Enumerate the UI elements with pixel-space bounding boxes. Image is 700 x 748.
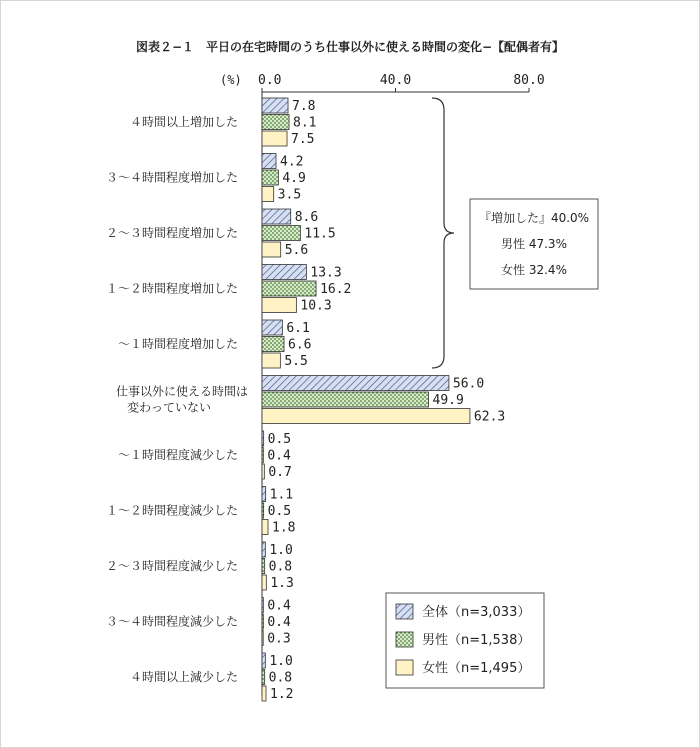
bar-male bbox=[262, 170, 278, 185]
category-label: ２～３時間程度増加した bbox=[105, 226, 238, 240]
category-label: ４時間以上増加した bbox=[129, 115, 238, 129]
bar-female bbox=[262, 686, 266, 701]
bar-male bbox=[262, 448, 263, 463]
data-label: 0.7 bbox=[268, 465, 292, 480]
data-label: 49.9 bbox=[432, 393, 464, 408]
annotation-text: 男性 47.3% bbox=[501, 237, 567, 251]
data-label: 16.2 bbox=[320, 282, 352, 297]
data-label: 10.3 bbox=[300, 298, 332, 314]
data-label: 13.3 bbox=[310, 265, 342, 281]
x-tick-label: 40.0 bbox=[379, 73, 412, 88]
bar-female bbox=[262, 187, 274, 202]
bar-male bbox=[262, 559, 265, 574]
data-label: 8.1 bbox=[293, 115, 317, 131]
data-label: 8.6 bbox=[294, 210, 319, 225]
data-label: 56.0 bbox=[452, 376, 485, 392]
bar-male bbox=[262, 115, 289, 130]
bar-female bbox=[262, 575, 266, 590]
bar-all bbox=[262, 487, 266, 502]
bar-male bbox=[262, 614, 263, 629]
data-label: 6.6 bbox=[288, 337, 312, 353]
bar-male bbox=[262, 392, 429, 407]
annotation-text: 女性 32.4% bbox=[501, 263, 567, 277]
legend-swatch-male bbox=[396, 632, 413, 647]
legend-swatch-all bbox=[396, 604, 413, 619]
data-label: 5.5 bbox=[284, 354, 308, 369]
data-label: 3.5 bbox=[277, 187, 302, 203]
legend-label: 全体（n=3,033） bbox=[422, 605, 531, 620]
x-axis-unit-label: (%) bbox=[220, 73, 242, 87]
category-label: ３～４時間程度増加した bbox=[105, 170, 238, 185]
data-label: 7.8 bbox=[292, 99, 316, 114]
category-label: １～２時間程度減少した bbox=[105, 503, 238, 518]
data-label: 5.6 bbox=[284, 243, 309, 258]
bar-female bbox=[262, 520, 268, 535]
bar-male bbox=[262, 281, 316, 296]
chart-title: 図表２−１ 平日の在宅時間のうち仕事以外に使える時間の変化−【配偶者有】 bbox=[135, 40, 565, 54]
annotation-text: 『増加した』40.0% bbox=[478, 211, 590, 225]
bar-all bbox=[262, 376, 449, 391]
bar-male bbox=[262, 670, 265, 685]
bar-all bbox=[262, 542, 265, 557]
bar-all bbox=[262, 320, 282, 335]
data-label: 0.5 bbox=[267, 432, 292, 447]
legend-swatch-female bbox=[396, 660, 413, 675]
data-label: 1.3 bbox=[270, 576, 294, 591]
data-label: 11.5 bbox=[304, 226, 336, 242]
bar-all bbox=[262, 598, 263, 613]
legend-label: 女性（n=1,495） bbox=[422, 661, 531, 676]
x-tick-label: 0.0 bbox=[258, 73, 282, 88]
category-label: ～１時間程度減少した bbox=[117, 448, 238, 462]
data-label: 0.4 bbox=[267, 448, 291, 464]
data-label: 4.2 bbox=[280, 154, 304, 170]
bar-female bbox=[262, 464, 264, 479]
bar-male bbox=[262, 337, 284, 352]
bar-female bbox=[262, 631, 263, 646]
category-label: ２～３時間程度減少した bbox=[105, 559, 238, 573]
data-label: 0.8 bbox=[268, 670, 293, 686]
data-label: 0.5 bbox=[267, 504, 292, 519]
bar-all bbox=[262, 154, 276, 169]
category-label: ３～４時間程度減少した bbox=[105, 614, 238, 629]
bar-female bbox=[262, 298, 296, 313]
bar-female bbox=[262, 131, 287, 146]
data-label: 7.5 bbox=[291, 132, 315, 147]
data-label: 6.1 bbox=[286, 321, 310, 336]
category-label: ～１時間程度増加した bbox=[117, 337, 238, 351]
data-label: 1.8 bbox=[272, 520, 296, 536]
category-label: ４時間以上減少した bbox=[129, 670, 238, 684]
bar-all bbox=[262, 653, 265, 668]
bar-all bbox=[262, 265, 306, 280]
data-label: 1.1 bbox=[269, 487, 294, 503]
category-label: １～２時間程度増加した bbox=[105, 281, 238, 296]
bar-all bbox=[262, 431, 264, 446]
x-tick-label: 80.0 bbox=[513, 73, 545, 88]
bracket bbox=[432, 98, 454, 368]
data-label: 4.9 bbox=[282, 171, 306, 186]
bar-female bbox=[262, 409, 470, 424]
data-label: 1.2 bbox=[270, 687, 294, 702]
bar-female bbox=[262, 242, 281, 257]
data-label: 0.4 bbox=[267, 598, 291, 614]
bar-male bbox=[262, 503, 264, 518]
bar-male bbox=[262, 226, 300, 241]
data-label: 0.4 bbox=[267, 615, 291, 630]
legend-label: 男性（n=1,538） bbox=[422, 633, 531, 648]
data-label: 0.3 bbox=[267, 631, 291, 647]
bar-all bbox=[262, 98, 288, 113]
bar-all bbox=[262, 209, 291, 224]
data-label: 0.8 bbox=[268, 559, 293, 575]
data-label: 62.3 bbox=[473, 409, 506, 425]
data-label: 1.0 bbox=[269, 654, 293, 669]
bar-female bbox=[262, 353, 280, 368]
category-label: 仕事以外に使える時間は変わっていない bbox=[115, 384, 248, 415]
data-label: 1.0 bbox=[269, 543, 293, 558]
